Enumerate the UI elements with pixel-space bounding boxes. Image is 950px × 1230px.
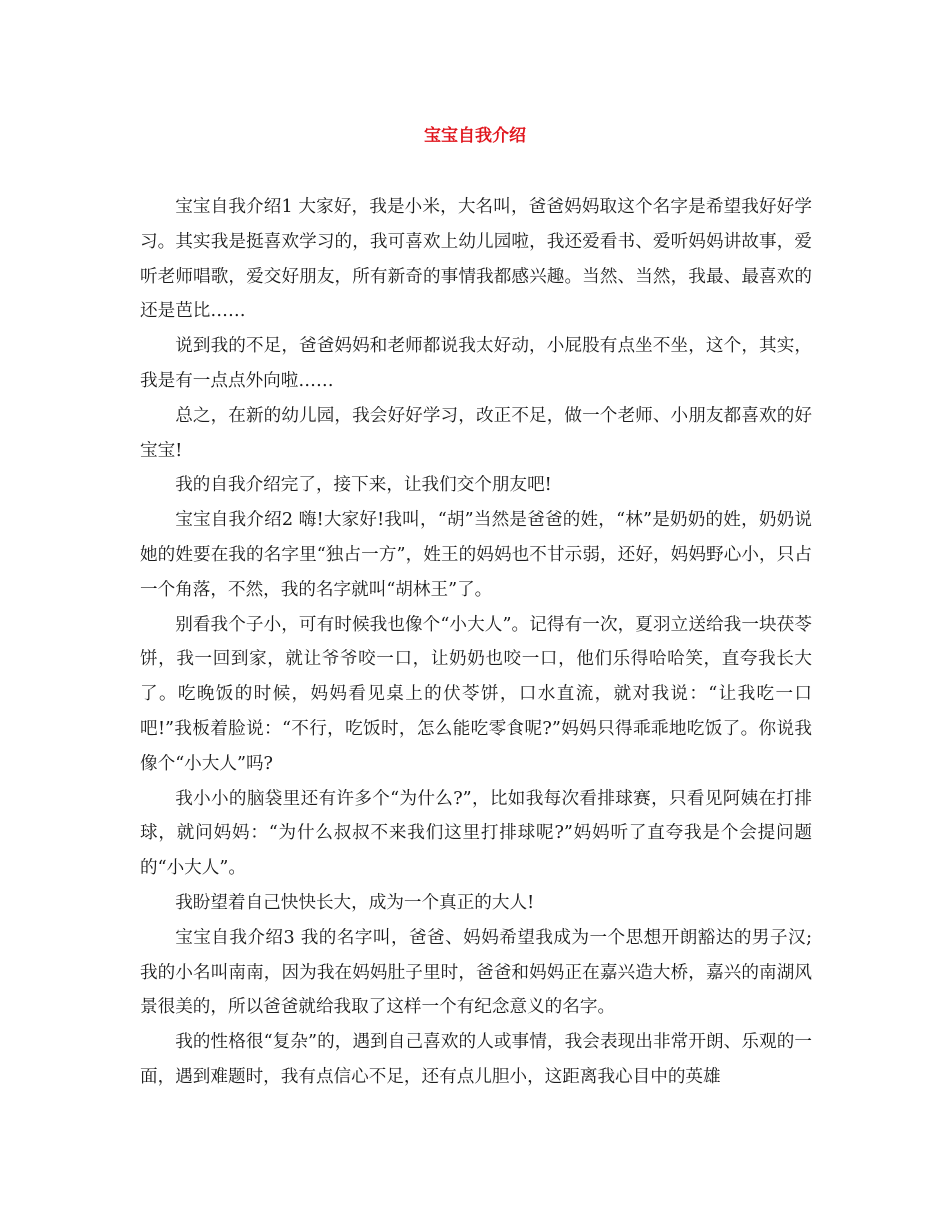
- paragraph-10: 我的性格很“复杂”的，遇到自己喜欢的人或事情，我会表现出非常开朗、乐观的一面，遇到难题时，我有点信心不足，还有点儿胆小，这距离我心目中的英雄: [140, 1032, 812, 1087]
- paragraph-4: 我的自我介绍完了，接下来，让我们交个朋友吧!: [175, 475, 552, 496]
- document-title: 宝宝自我介绍: [424, 126, 526, 146]
- document-body: [140, 190, 812, 1095]
- paragraph-5: 宝宝自我介绍2 嗨!大家好!我叫，“胡”当然是爸爸的姓，“林”是奶奶的姓，奶奶说她的姓要在我的名字里“独占一方”，姓王的妈妈也不甘示弱，还好，妈妈野心小，只占一个角落，不然，我的名字就叫“胡林王”了。: [140, 510, 812, 600]
- paragraph-6: 别看我个子小，可有时候我也像个“小大人”。记得有一次，夏羽立送给我一块茯苓饼，我一回到家，就让爷爷咬一口，让奶奶也咬一口，他们乐得哈哈笑，直夸我长大了。吃晚饭的时候，妈妈看见桌上的伏苓饼，口水直流，就对我说：“让我吃一口吧!”我板着脸说：“不行，吃饭时，怎么能吃零食呢?”妈妈只得乖乖地吃饭了。你说我像个“小大人”吗?: [140, 614, 812, 774]
- paragraph-2: 说到我的不足，爸爸妈妈和老师都说我太好动，小屁股有点坐不坐，这个，其实，我是有一点点外向啦……: [140, 336, 812, 391]
- paragraph-8: 我盼望着自己快快长大，成为一个真正的大人!: [175, 892, 535, 913]
- paragraph-9: 宝宝自我介绍3 我的名字叫，爸爸、妈妈希望我成为一个思想开朗豁达的男子汉;我的小名叫南南，因为我在妈妈肚子里时，爸爸和妈妈正在嘉兴造大桥，嘉兴的南湖风景很美的，所以爸爸就给我取了这样一个有纪念意义的名字。: [140, 927, 812, 1018]
- paragraph-3: 总之，在新的幼儿园，我会好好学习，改正不足，做一个老师、小朋友都喜欢的好宝宝!: [140, 405, 812, 461]
- paragraph-7: 我小小的脑袋里还有许多个“为什么?”，比如我每次看排球赛，只看见阿姨在打排球，就问妈妈：“为什么叔叔不来我们这里打排球呢?”妈妈听了直夸我是个会提问题的“小大人”。: [140, 788, 812, 879]
- paragraph-1: 宝宝自我介绍1 大家好，我是小米，大名叫，爸爸妈妈取这个名字是希望我好好学习。其实我是挺喜欢学习的，我可喜欢上幼儿园啦，我还爱看书、爱听妈妈讲故事，爱听老师唱歌，爱交好朋友，所有新奇的事情我都感兴趣。当然、当然，我最、最喜欢的还是芭比……: [140, 197, 812, 322]
